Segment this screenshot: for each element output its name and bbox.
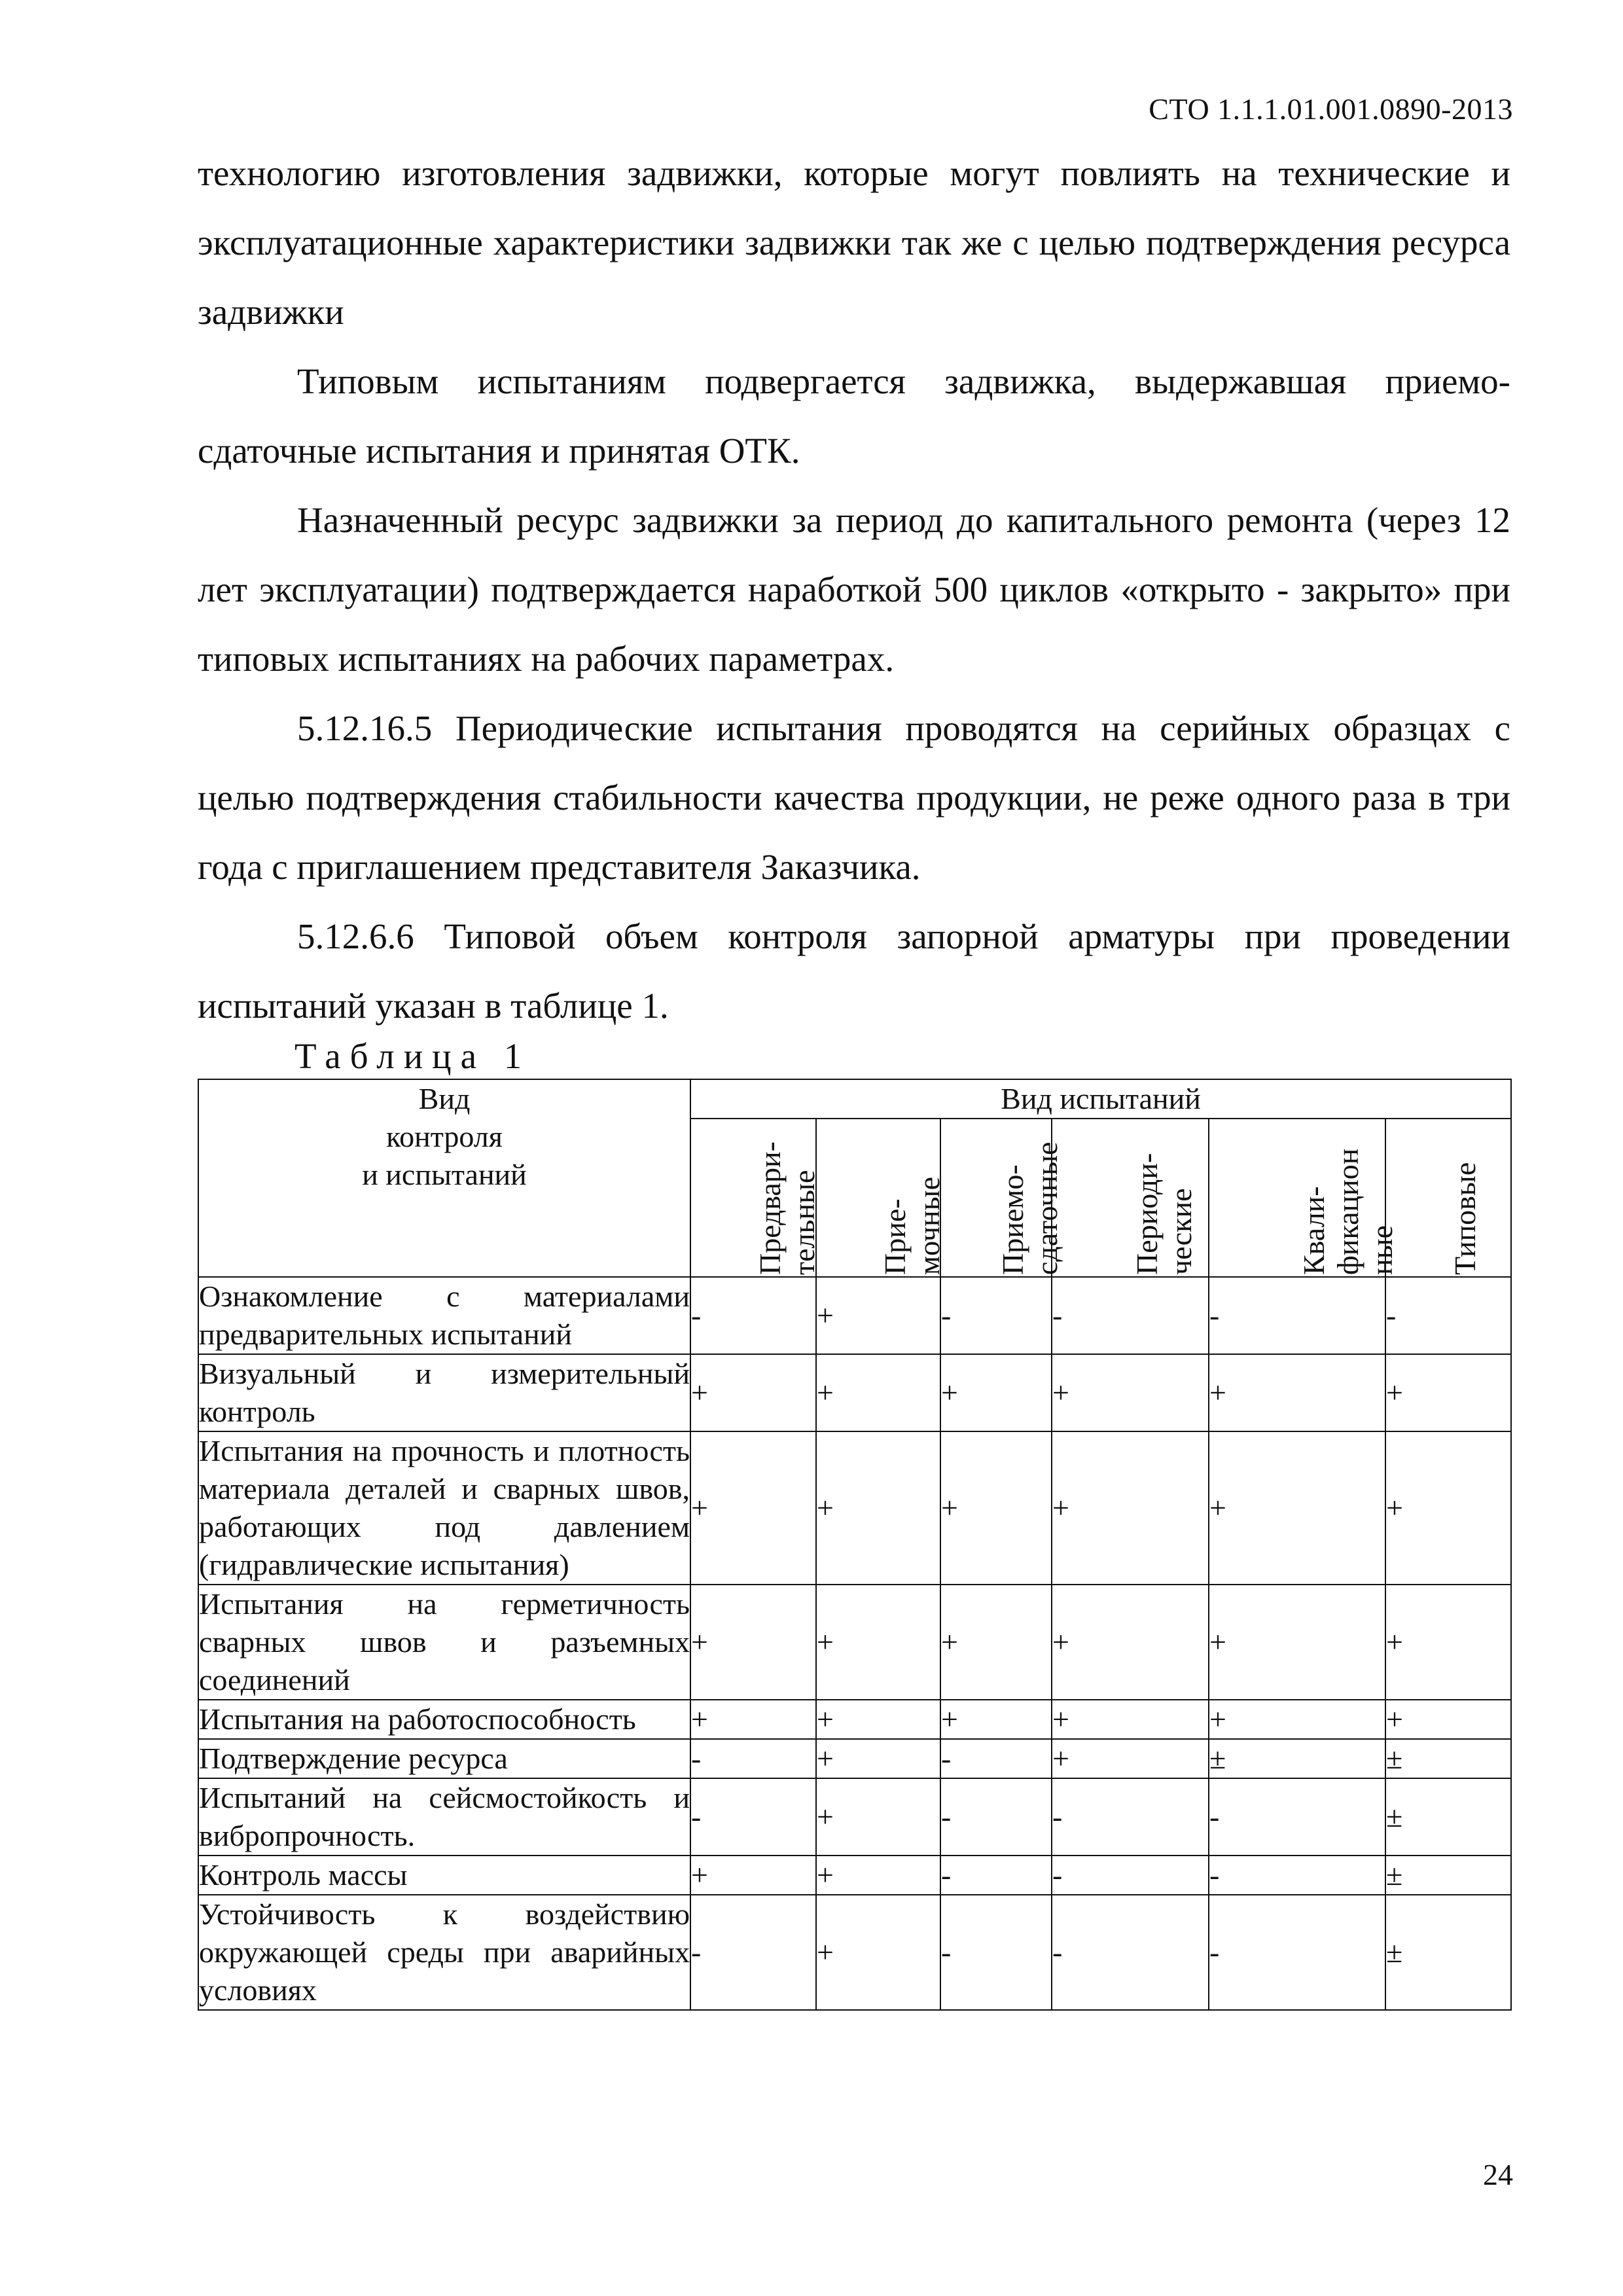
table-cell: +: [1052, 1585, 1209, 1700]
row-label: Контроль массы: [198, 1856, 690, 1895]
table-row: [198, 1895, 1511, 2010]
table-caption: Таблица 1: [294, 1036, 531, 1076]
table-cell: +: [816, 1895, 940, 2010]
table-cell: -: [940, 1778, 1052, 1856]
column-header-label: Приемо- сдаточные: [996, 1141, 1063, 1275]
table-cell: +: [690, 1585, 816, 1700]
row-label: Испытания на прочность и плотность материала деталей и сварных швов, работающих под давлением (гидравлические испытания): [198, 1431, 690, 1585]
table-cell: -: [940, 1895, 1052, 2010]
table-cell: +: [1385, 1585, 1511, 1700]
row-label: Ознакомление с материалами предварительных испытаний: [198, 1277, 690, 1354]
table-cell: +: [1385, 1431, 1511, 1585]
table-cell: -: [1209, 1856, 1385, 1895]
column-header: [1385, 1119, 1511, 1277]
row-label: Испытаний на сейсмостойкость и вибропрочность.: [198, 1778, 690, 1856]
table-cell: +: [1052, 1739, 1209, 1778]
table-cell: +: [816, 1856, 940, 1895]
table-cell: -: [690, 1778, 816, 1856]
table-cell: +: [816, 1585, 940, 1700]
column-header-label: Квали- фикацион ные: [1297, 1148, 1399, 1275]
table-row: [198, 1700, 1511, 1739]
column-header: [690, 1119, 821, 1277]
table-cell: -: [1385, 1277, 1511, 1354]
table-cell: -: [690, 1895, 816, 2010]
table-cell: -: [1052, 1856, 1209, 1895]
table-cell: -: [940, 1856, 1052, 1895]
table-cell: +: [940, 1354, 1052, 1431]
table-cell: +: [1209, 1585, 1385, 1700]
table-cell: +: [816, 1277, 940, 1354]
table-cell: +: [816, 1700, 940, 1739]
table-cell: +: [940, 1431, 1052, 1585]
row-label: Визуальный и измерительный контроль: [198, 1354, 690, 1431]
row-label: Подтверждение ресурса: [198, 1739, 690, 1778]
table-cell: ±: [1209, 1739, 1385, 1778]
table-row: [198, 1856, 1511, 1895]
paragraph-3: Назначенный ресурс задвижки за период до капитального ремонта (через 12 лет эксплуатации) подтверждается наработкой 500 циклов «открыто - закрыто» при типовых испытаниях на рабочих параметрах.: [198, 500, 1510, 679]
table-cell: -: [1052, 1778, 1209, 1856]
table-cell: +: [1209, 1431, 1385, 1585]
column-header: [816, 1119, 946, 1277]
column-header: [1052, 1119, 1209, 1277]
table-row: [198, 1354, 1511, 1431]
table-cell: -: [940, 1277, 1052, 1354]
table-cell: -: [1209, 1277, 1385, 1354]
table-cell: +: [1209, 1354, 1385, 1431]
column-header-label: Периоди- ческие: [1130, 1153, 1198, 1275]
table-cell: ±: [1385, 1895, 1511, 2010]
table-cell: +: [1052, 1700, 1209, 1739]
table-cell: +: [690, 1354, 816, 1431]
column-header-label: Предвари- тельные: [753, 1141, 821, 1275]
table-cell: +: [1385, 1700, 1511, 1739]
table-cell: -: [690, 1277, 816, 1354]
table-cell: +: [1385, 1354, 1511, 1431]
table-cell: -: [1209, 1895, 1385, 2010]
table-row: [198, 1778, 1511, 1856]
paragraph-5: 5.12.6.6 Типовой объем контроля запорной арматуры при проведении испытаний указан в таблице 1.: [198, 916, 1510, 1026]
row-label: Устойчивость к воздействию окружающей среды при аварийных условиях: [198, 1895, 690, 2010]
table-row: [198, 1739, 1511, 1778]
table-cell: ±: [1385, 1778, 1511, 1856]
table-cell: +: [690, 1431, 816, 1585]
table-cell: -: [1209, 1778, 1385, 1856]
table-cell: -: [1052, 1277, 1209, 1354]
column-header: [1209, 1119, 1399, 1277]
table-row: [198, 1431, 1511, 1585]
table-cell: +: [1052, 1354, 1209, 1431]
table-cell: -: [1052, 1895, 1209, 2010]
table-cell: -: [690, 1739, 816, 1778]
table-cell: -: [940, 1739, 1052, 1778]
table-cell: +: [940, 1700, 1052, 1739]
table-row: [198, 1585, 1511, 1700]
table-cell: +: [940, 1585, 1052, 1700]
column-header-label: Типовые: [1448, 1162, 1482, 1275]
column-header-label: Прие- мочные: [878, 1177, 946, 1275]
document-code: СТО 1.1.1.01.001.0890-2013: [1149, 92, 1513, 126]
table-cell: +: [1052, 1431, 1209, 1585]
table-cell: +: [816, 1778, 940, 1856]
table-cell: +: [690, 1856, 816, 1895]
table-cell: +: [690, 1700, 816, 1739]
corner-header: Вид контроля и испытаний: [198, 1079, 690, 1277]
column-header: [940, 1119, 1063, 1277]
table-cell: ±: [1385, 1856, 1511, 1895]
table-row: [198, 1277, 1511, 1354]
table-cell: +: [816, 1739, 940, 1778]
row-label: Испытания на работоспособность: [198, 1700, 690, 1739]
group-header: Вид испытаний: [690, 1079, 1511, 1119]
table-cell: +: [1209, 1700, 1385, 1739]
page-number: 24: [1483, 2158, 1513, 2191]
paragraph-2: Типовым испытаниям подвергается задвижка, выдержавшая приемо-сдаточные испытания и принятая ОТК.: [198, 361, 1510, 471]
row-label: Испытания на герметичность сварных швов и разъемных соединений: [198, 1585, 690, 1700]
paragraph-1: технологию изготовления задвижки, которые могут повлиять на технические и эксплуатационные характеристики задвижки так же с целью подтверждения ресурса задвижки: [198, 153, 1510, 332]
paragraph-4: 5.12.16.5 Периодические испытания проводятся на серийных образцах с целью подтверждения стабильности качества продукции, не реже одного раза в три года с приглашением представителя Заказчика.: [198, 708, 1510, 887]
table-cell: +: [816, 1431, 940, 1585]
table-cell: +: [816, 1354, 940, 1431]
table-cell: ±: [1385, 1739, 1511, 1778]
tests-table: [198, 1079, 1512, 2011]
